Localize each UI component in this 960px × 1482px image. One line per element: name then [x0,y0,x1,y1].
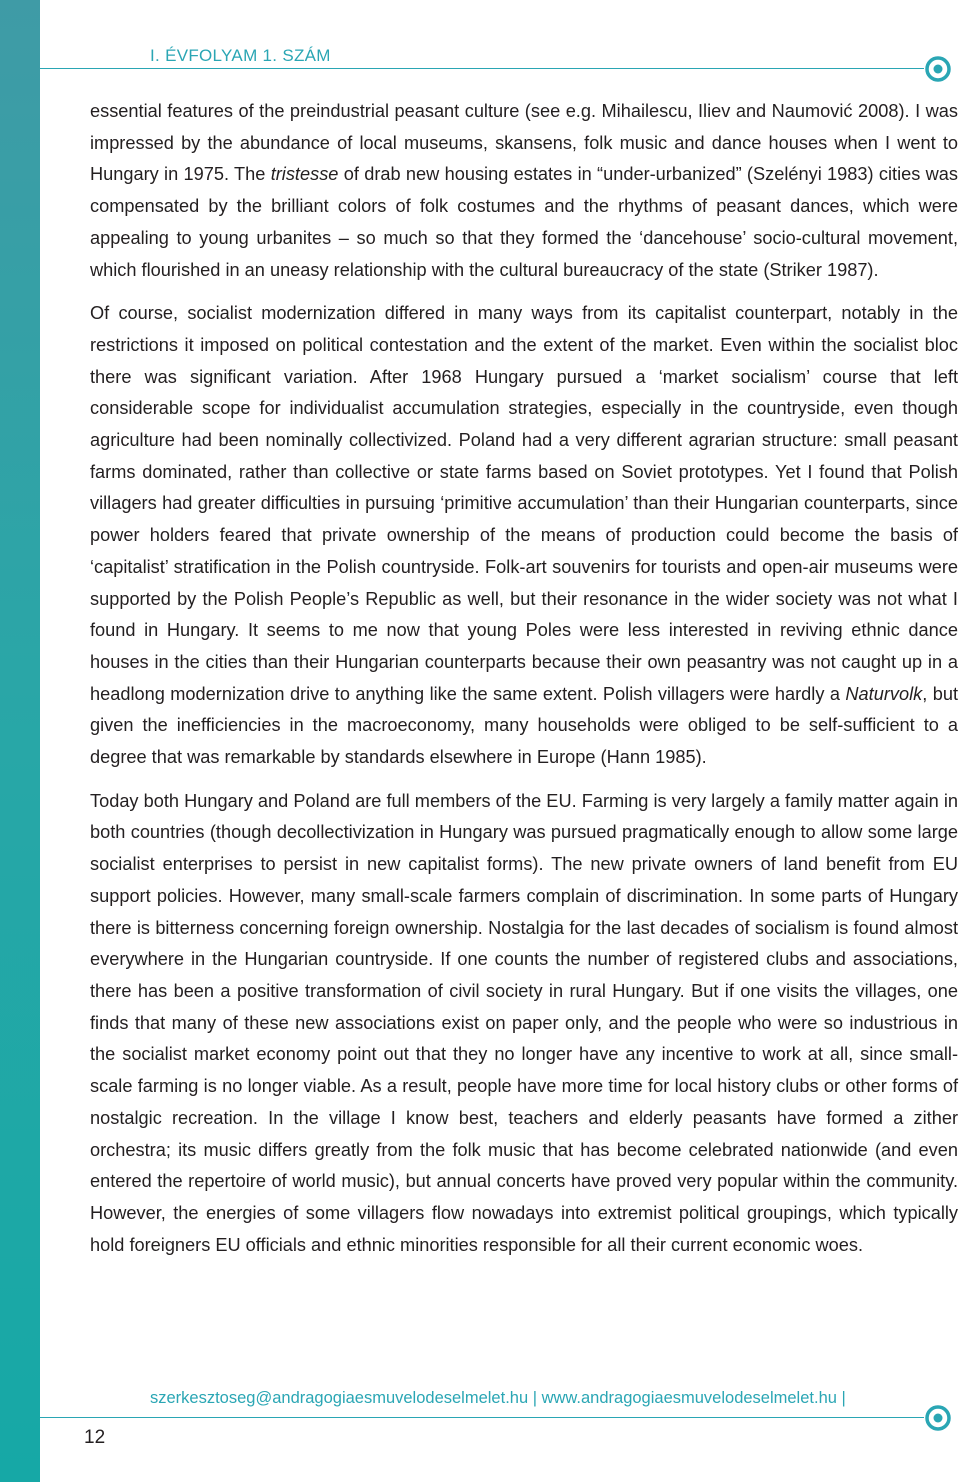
text-run: essential features of the preindustrial peasant culture (see e.g. Mihailescu, Iliev and Naumović 2008). I was impressed by the abundance of local museums, skansens, folk music and dance houses when I went to Hungary in 1975. The [90,101,958,185]
text-run: Of course, socialist modernization differed in many ways from its capitalist counterpart, notably in the restrictions it imposed on political contestation and the extent of the market. Even within the socialist bloc there was significant variation. After 1968 Hungary pursued a ‘market socialism’ course that left considerable scope for individualist accumulation strategies, especially in the countryside, even though agriculture had been nominally collectivized. Poland had a very different agrarian structure: small peasant farms dominated, rather than collective or state farms based on Soviet prototypes. Yet I found that Polish villagers had greater difficulties in pursuing ‘primitive accumulation’ than their Hungarian counterparts, since power holders feared that private ownership of the means of production could become the basis of ‘capitalist’ stratification in the Polish countryside. Folk-art souvenirs for tourists and open-air museums were supported by the Polish People’s Republic as well, but their resonance in the wider society was not what I found in Hungary. It seems to me now that young Poles were less interested in reviving ethnic dance houses in the cities than their Hungarian counterparts because their own peasantry was not caught up in a headlong modernization drive to anything like the same extent. Polish villagers were hardly a [90,303,958,704]
text-run: Today both Hungary and Poland are full members of the EU. Farming is very largely a family matter again in both countries (though decollectivization in Hungary was pursued pragmatically enough to allow some large socialist enterprises to persist in new capitalist forms). The new private owners of land benefit from EU support policies. However, many small-scale farmers complain of discrimination. In some parts of Hungary there is bitterness concerning foreign ownership. Nostalgia for the last decades of socialism is found almost everywhere in the Hungarian countryside. If one counts the number of registered clubs and associations, there has been a positive transformation of civil society in rural Hungary. But if one visits the villages, one finds that many of these new associations exist on paper only, and the people who were so industrious in the socialist market economy point out that they no longer have any incentive to work at all, since small-scale farming is no longer viable. As a result, people have more time for local history clubs or other forms of nostalgic recreation. In the village I know best, teachers and elderly peasants have formed a zither orchestra; its music differs greatly from the folk music that has become celebrated nationwide (and even entered the repertoire of world music), but annual concerts have proved very popular within the community. However, the energies of some villagers flow nowadays into extremist political groupings, which typically hold foreigners EU officials and ethnic minorities responsible for all their current economic woes. [90,790,958,1255]
journal-title: I. ÉVFOLYAM 1. SZÁM [150,46,331,65]
footer-contact: szerkesztoseg@andragogiaesmuvelodeselmelet.hu | www.andragogiaesmuvelodeselmelet.hu | [150,1389,846,1407]
paragraph [90,786,958,1262]
paragraph [90,96,958,286]
italic-term: Naturvolk [845,683,923,704]
target-icon [925,1405,951,1431]
paragraph [90,298,958,774]
article-body [90,96,958,1273]
text-run: of drab new housing estates in “under-urbanized” (Szelényi 1983) cities was compensated by the brilliant colors of folk costumes and the rhythms of peasant dances, which were appealing to young urbanites – so much so that they formed the ‘dancehouse’ socio-cultural movement, which flourished in an uneasy relationship with the cultural bureaucracy of the state (Striker 1987). [90,164,958,280]
footer-divider [40,1417,924,1418]
target-icon [925,56,951,82]
sidebar-bar [0,0,40,1482]
italic-term: tristesse [270,164,339,185]
text-run: , but given the inefficiencies in the macroeconomy, many households were obliged to be self-sufficient to a degree that was remarkable by standards elsewhere in Europe (Hann 1985). [90,683,958,768]
page-number: 12 [84,1427,106,1448]
header-divider [40,68,924,69]
